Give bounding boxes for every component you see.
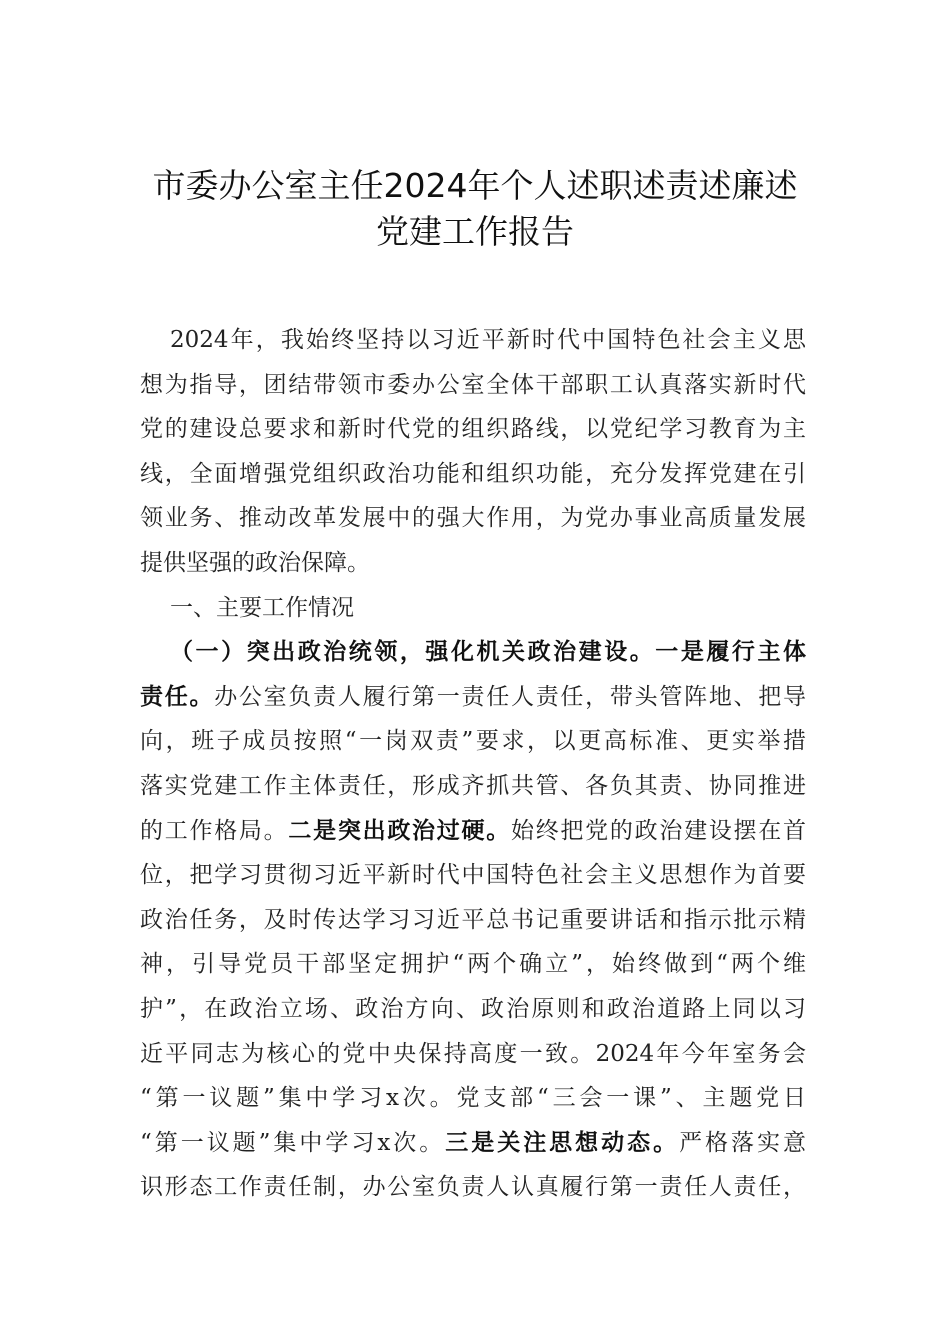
paragraph-line bbox=[140, 630, 806, 675]
paragraph-line: 向，班子成员按照“一岗双责”要求，以更高标准、更实举措 bbox=[140, 728, 806, 755]
paragraph-line: 2024年，我始终坚持以习近平新时代中国特色社会主义思 bbox=[170, 327, 806, 353]
text-run: 办公室负责人履行第一责任人责任，带头管阵地、把导 bbox=[214, 683, 807, 710]
paragraph-line: 护”，在政治立场、政治方向、政治原则和政治道路上同以习 bbox=[140, 995, 806, 1022]
document-title-line-2: 党建工作报告 bbox=[376, 212, 574, 251]
paragraph-line bbox=[140, 1121, 806, 1166]
paragraph-line: 党的建设总要求和新时代党的组织路线，以党纪学习教育为主 bbox=[140, 416, 806, 443]
paragraph-line: 落实党建工作主体责任，形成齐抓共管、各负其责、协同推进 bbox=[140, 772, 806, 799]
bold-phrase: 责任。 bbox=[140, 682, 215, 710]
paragraph-line: 神，引导党员干部坚定拥护“两个确立”，始终做到“两个维 bbox=[140, 951, 806, 978]
paragraph-line: 识形态工作责任制，办公室负责人认真履行第一责任人责任， bbox=[140, 1174, 806, 1201]
paragraph-line: 位，把学习贯彻习近平新时代中国特色社会主义思想作为首要 bbox=[140, 862, 806, 889]
text-run: 始终把党的政治建设摆在首 bbox=[510, 817, 807, 844]
text-run: 严格落实意 bbox=[679, 1129, 807, 1156]
paragraph-line: 线，全面增强党组织政治功能和组织功能，充分发挥党建在引 bbox=[140, 460, 806, 487]
paragraph-line: “第一议题”集中学习x次。党支部“三会一课”、主题党日 bbox=[140, 1085, 806, 1112]
bold-phrase: 三是关注思想动态。 bbox=[445, 1128, 680, 1156]
paragraph-line bbox=[140, 675, 806, 720]
paragraph-line: 提供坚强的政治保障。 bbox=[140, 549, 370, 576]
text-run: 的工作格局。 bbox=[140, 817, 289, 844]
bold-phrase: 二是突出政治过硬。 bbox=[288, 816, 511, 844]
paragraph-line: 领业务、推动改革发展中的强大作用，为党办事业高质量发展 bbox=[140, 505, 806, 532]
subsection-heading: （一）突出政治统领，强化机关政治建设。一是履行主体 bbox=[170, 638, 806, 666]
paragraph-line bbox=[140, 809, 806, 854]
paragraph-line: 想为指导，团结带领市委办公室全体干部职工认真落实新时代 bbox=[140, 371, 806, 398]
document-body bbox=[140, 318, 806, 1210]
document-title-line-1: 市委办公室主任2024年个人述职述责述廉述 bbox=[152, 166, 798, 205]
section-heading: 一、主要工作情况 bbox=[170, 594, 354, 621]
paragraph-line: 政治任务，及时传达学习习近平总书记重要讲话和指示批示精 bbox=[140, 906, 806, 933]
text-run: “第一议题”集中学习x次。 bbox=[140, 1129, 446, 1156]
paragraph-line: 近平同志为核心的党中央保持高度一致。2024年今年室务会 bbox=[140, 1040, 806, 1067]
